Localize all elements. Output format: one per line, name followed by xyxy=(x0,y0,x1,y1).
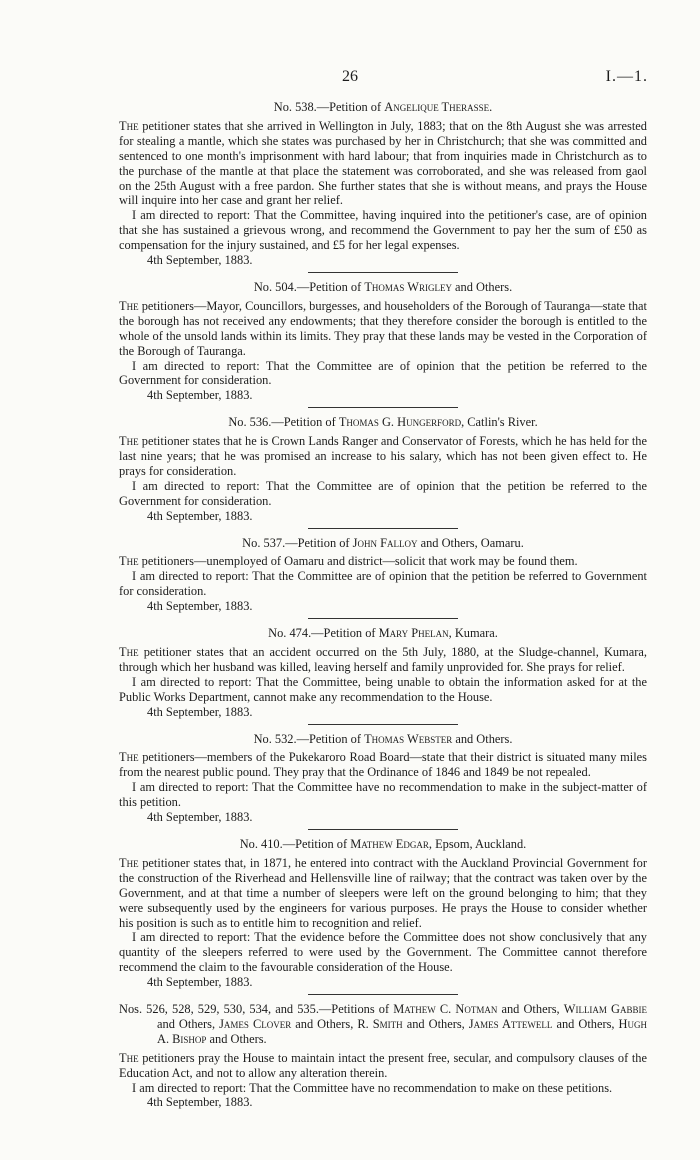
section-divider xyxy=(308,272,458,273)
committee-report: I am directed to report: That the evidence before the Committee does not show conclusively that any quantity of the sleepers referred to were used by the Government. The Committee cannot therefore recommend the claim to the favourable consideration of the House. xyxy=(119,930,647,975)
committee-report: I am directed to report: That the Committee are of opinion that the petition be referred to Government for consideration. xyxy=(119,569,647,599)
committee-report: I am directed to report: That the Committee have no recommendation to make on these petitions. xyxy=(132,1080,613,1095)
petition-statement: The petitioner states that he is Crown Lands Ranger and Conservator of Forests, which he has held for the last nine years; that he was promised an increase to his salary, which has not been given effect to. He prays for consideration. xyxy=(119,434,647,478)
report-date: 4th September, 1883. xyxy=(147,975,253,990)
petition-section xyxy=(119,280,647,408)
petition-heading: No. 538.—Petition of Angelique Therasse. xyxy=(273,100,493,114)
petition-statement: The petitioner states that an accident occurred on the 5th July, 1880, at the Sludge-channel, Kumara, through which her husband was killed, leaving herself and family unprovided for. She prays for relief. xyxy=(119,645,647,674)
petition-section xyxy=(119,415,647,528)
petitioner-name: Thomas Webster xyxy=(364,731,453,746)
section-divider xyxy=(308,618,458,619)
petitioner-name: James Attewell xyxy=(468,1016,553,1031)
petition-section xyxy=(119,100,647,273)
petition-section xyxy=(119,732,647,830)
petition-section xyxy=(119,837,647,995)
petition-statement: The petitioner states that, in 1871, he entered into contract with the Auckland Provincial Government for the construction of the Riverhead and Hellensville line of railway; that the contract was taken over by the Government, and at that time a number of sleepers were left on the ground belonging to him; that they were subsequently used by the engineers for various purposes. He prays the House to consider whether his position is such as to entitle him to recognition and relief. xyxy=(119,855,647,930)
petitioner-name: Mathew Edgar xyxy=(350,836,429,851)
committee-report: I am directed to report: That the Committee, being unable to obtain the information asked for at the Public Works Department, cannot make any recommendation to the House. xyxy=(119,674,647,704)
section-divider xyxy=(308,724,458,725)
petition-statement: The petitioners—Mayor, Councillors, burgesses, and householders of the Borough of Tauranga—state that the borough has not received any endowments; that they therefore consider the borough is entitled to the whole of the unsold lands within its limits. They pray that these lands may be vested in the Corporation of the Borough of Tauranga. xyxy=(119,298,647,358)
committee-report: I am directed to report: That the Committee are of opinion that the petition be referred to the Government for consideration. xyxy=(119,358,647,388)
petition-heading: No. 410.—Petition of Mathew Edgar, Epsom, Auckland. xyxy=(239,836,527,851)
petitioner-name: John Falloy xyxy=(352,535,418,550)
document-body xyxy=(119,100,647,1110)
petition-statement: The petitioners—unemployed of Oamaru and district—solicit that work may be found them. xyxy=(119,554,578,569)
petition-heading: No. 474.—Petition of Mary Phelan, Kumara. xyxy=(268,626,498,641)
report-date: 4th September, 1883. xyxy=(147,704,253,719)
petition-heading: Nos. 526, 528, 529, 530, 534, and 535.—Petitions of Mathew C. Notman and Others, William Gabbie and Others, James Clover and Others, R. Smith and Others, James Attewell and Others, Hugh A. Bishop and Others. xyxy=(119,1002,648,1046)
petitioner-name: William Gabbie xyxy=(563,1002,648,1017)
committee-report: I am directed to report: That the Committee have no recommendation to make in the subject-matter of this petition. xyxy=(119,780,647,810)
petition-section xyxy=(119,626,647,724)
petition-section-grouped xyxy=(119,1002,647,1110)
committee-report: I am directed to report: That the Committee are of opinion that the petition be referred to the Government for consideration. xyxy=(119,478,647,508)
section-divider xyxy=(308,994,458,995)
petition-section xyxy=(119,536,647,620)
report-date: 4th September, 1883. xyxy=(147,810,253,825)
report-date: 4th September, 1883. xyxy=(147,388,253,403)
report-date: 4th September, 1883. xyxy=(147,1095,253,1110)
document-reference: I.—1. xyxy=(605,68,648,85)
section-divider xyxy=(308,528,458,529)
petition-statement: The petitioners pray the House to maintain intact the present free, secular, and compulsory clauses of the Education Act, and not to allow any alteration therein. xyxy=(119,1050,647,1080)
section-divider xyxy=(308,829,458,830)
petitioner-name: Mathew C. Notman xyxy=(393,1002,498,1017)
section-divider xyxy=(308,407,458,408)
committee-report: I am directed to report: That the Committee, having inquired into the petitioner's case, are of opinion that she has sustained a grievous wrong, and recommend the Government to pay her the sum of £50 as compensation for the injury sustained, and £5 for her legal expenses. xyxy=(119,208,647,253)
report-date: 4th September, 1883. xyxy=(147,599,253,614)
petition-statement: The petitioner states that she arrived in Wellington in July, 1883; that on the 8th August she was arrested for stealing a mantle, which she states was purchased by her in Christchurch; that she was committed and sentenced to one month's imprisonment with hard labour; that from inquiries made in Christchurch as to the purchase of the mantle at that place the statement was corroborated, and she was released from gaol on the 25th August with a free pardon. She further states that she is without means, and prays the House will inquire into her case and grant her relief. xyxy=(119,118,647,208)
petitioner-name: Angelique Therasse xyxy=(384,100,490,114)
petition-heading: No. 536.—Petition of Thomas G. Hungerford, Catlin's River. xyxy=(228,415,538,430)
page-number: 26 xyxy=(342,68,358,85)
petitioner-name: Thomas G. Hungerford xyxy=(338,415,462,430)
petition-heading: No. 504.—Petition of Thomas Wrigley and Others. xyxy=(253,279,513,294)
petition-statement: The petitioners—members of the Pukekaroro Road Board—state that their district is situated many miles from the nearest public pound. They pray that the Ordinance of 1846 and 1849 be not repealed. xyxy=(119,750,647,780)
petitioner-name: James Clover xyxy=(219,1016,292,1031)
petition-heading: No. 532.—Petition of Thomas Webster and Others. xyxy=(253,731,513,746)
report-date: 4th September, 1883. xyxy=(147,508,253,523)
petitioner-name: R. Smith xyxy=(357,1016,403,1031)
petition-heading: No. 537.—Petition of John Falloy and Others, Oamaru. xyxy=(242,535,524,550)
petitioner-name: Thomas Wrigley xyxy=(364,279,452,294)
report-date: 4th September, 1883. xyxy=(147,253,253,268)
petitioner-name: Hugh A. Bishop xyxy=(157,1016,647,1046)
petitioner-name: Mary Phelan xyxy=(378,626,449,641)
